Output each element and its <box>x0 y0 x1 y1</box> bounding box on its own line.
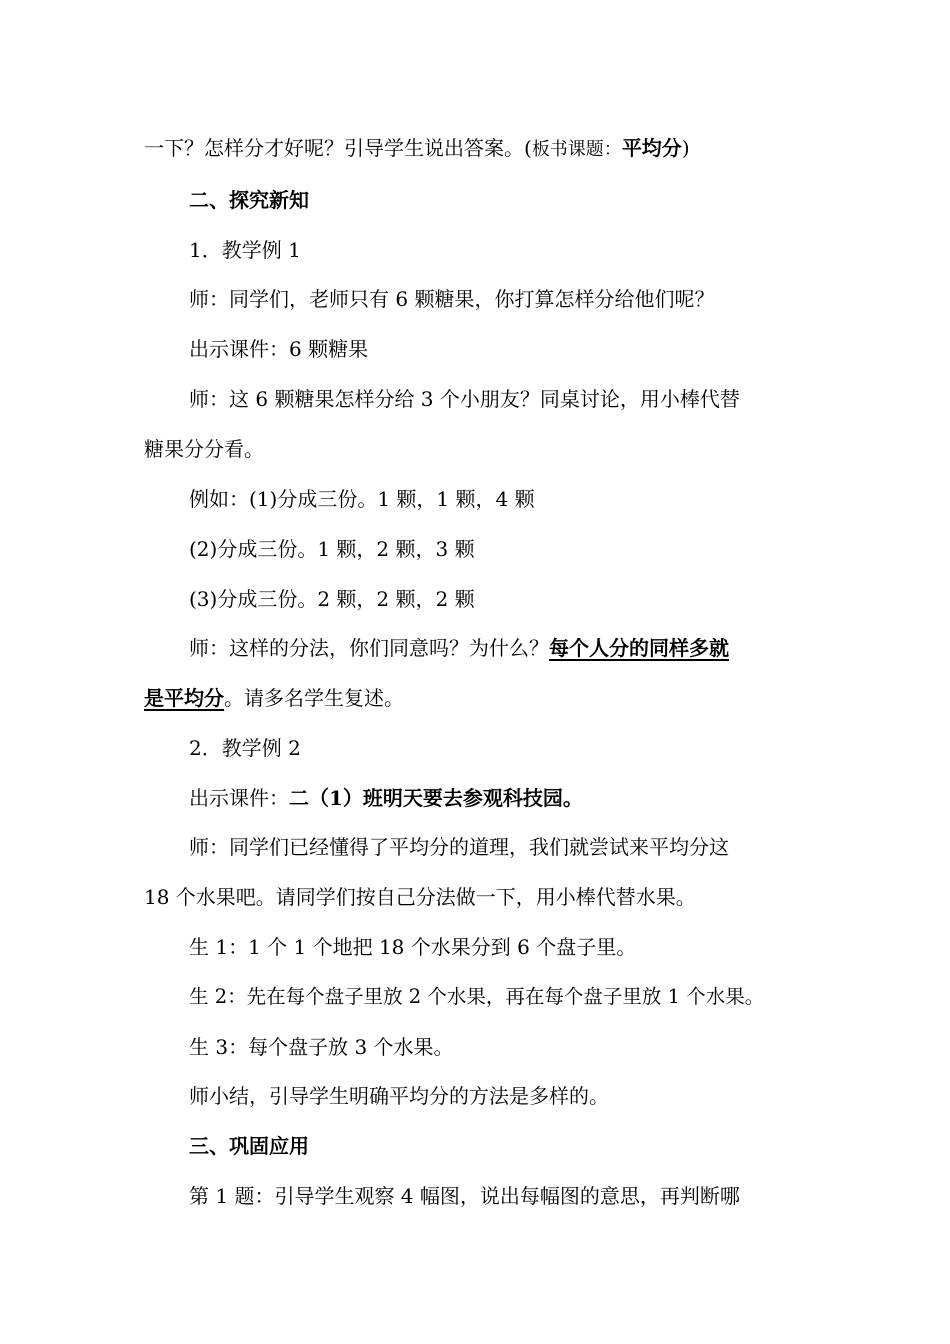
text-line: (2)分成三份。1 颗，2 颗，3 颗 <box>189 537 475 561</box>
text-line: 18 个水果吧。请同学们按自己分法做一下，用小棒代替水果。 <box>144 885 696 909</box>
example-heading: 1．教学例 1 <box>189 238 301 262</box>
text-line: 出示课件：6 颗糖果 <box>189 337 369 361</box>
text-line: 出示课件：二（1）班明天要去参观科技园。 <box>189 786 583 810</box>
text-line: 师：同学们，老师只有 6 颗糖果，你打算怎样分给他们呢？ <box>189 287 715 311</box>
text-line: 一下？怎样分才好呢？引导学生说出答案。(板书课题：平均分) <box>144 136 690 160</box>
text-line: 师：这样的分法，你们同意吗？为什么？每个人分的同样多就 <box>189 636 729 660</box>
text-line: (3)分成三份。2 颗，2 颗，2 颗 <box>189 587 475 611</box>
key-definition: 是平均分 <box>144 686 224 710</box>
text-line: 生 2：先在每个盘子里放 2 个水果，再在每个盘子里放 1 个水果。 <box>189 985 765 1008</box>
example-heading: 2．教学例 2 <box>189 736 301 760</box>
section-heading: 二、探究新知 <box>189 188 309 212</box>
text-line: 师：这 6 颗糖果怎样分给 3 个小朋友？同桌讨论，用小棒代替 <box>189 387 740 411</box>
text-line: 例如：(1)分成三份。1 颗，1 颗，4 颗 <box>189 487 535 511</box>
section-heading: 三、巩固应用 <box>189 1134 309 1158</box>
text-line: 第 1 题：引导学生观察 4 幅图，说出每幅图的意思，再判断哪 <box>189 1184 740 1208</box>
text-line: 师小结，引导学生明确平均分的方法是多样的。 <box>189 1084 609 1108</box>
key-definition: 每个人分的同样多就 <box>549 636 729 660</box>
text-line: 是平均分。请多名学生复述。 <box>144 686 404 710</box>
text-line: 生 3：每个盘子放 3 个水果。 <box>189 1035 454 1059</box>
text-line: 生 1：1 个 1 个地把 18 个水果分到 6 个盘子里。 <box>189 935 637 959</box>
text-line: 师：同学们已经懂得了平均分的道理，我们就尝试来平均分这 <box>189 835 729 859</box>
text-line: 糖果分分看。 <box>144 437 264 461</box>
